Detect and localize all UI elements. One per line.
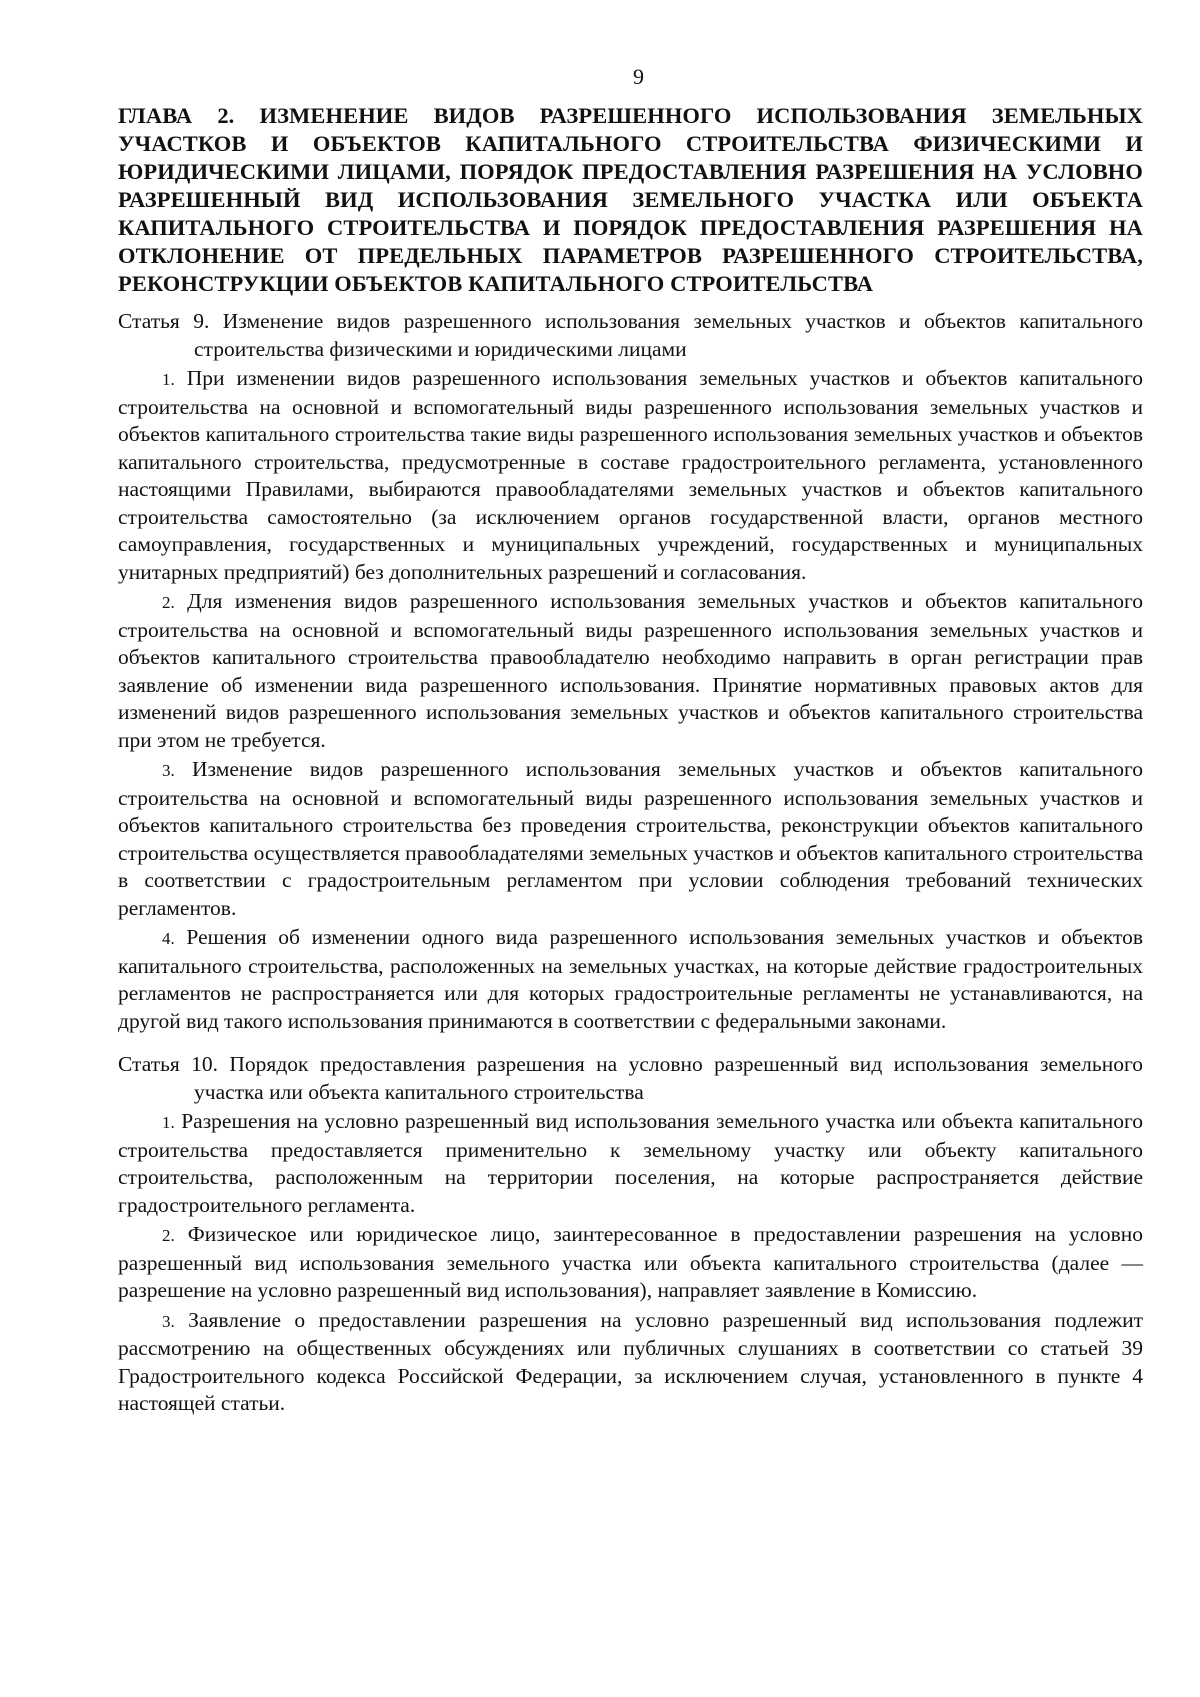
article-paragraph xyxy=(118,924,1143,1035)
paragraph-number: 2. xyxy=(162,593,175,612)
paragraph-number: 4. xyxy=(162,929,175,948)
article-9 xyxy=(118,308,1143,1035)
paragraph-text: Изменение видов разрешенного использования земельных участков и объектов капитального строительства на основной и вспомогательный виды разрешенного использования земельных участков и объектов капитального строительства без проведения строительства, реконструкции объектов капитального строительства осуществляется правообладателями земельных участков и объектов капитального строительства в соответствии с градостроительным регламентом при условии соблюдения требований технических регламентов. xyxy=(118,757,1143,920)
article-paragraph xyxy=(118,588,1143,754)
paragraph-text: Заявление о предоставлении разрешения на условно разрешенный вид использования подлежит рассмотрению на общественных обсуждениях или публичных слушаниях в соответствии со статьей 39 Градостроительного кодекса Российской Федерации, за исключением случая, установленного в пункте 4 настоящей статьи. xyxy=(118,1307,1144,1415)
paragraph-text: Физическое или юридическое лицо, заинтересованное в предоставлении разрешения на условно разрешенный вид использования земельного участка или объекта капитального строительства (далее — разрешение на условно разрешенный вид использования), направляет заявление в Комиссию. xyxy=(118,1222,1144,1302)
article-heading: Статья 9. Изменение видов разрешенного использования земельных участков и объектов капитального строительства физическими и юридическими лицами xyxy=(118,309,1143,361)
page-number: 9 xyxy=(633,64,644,89)
paragraph-number: 3. xyxy=(162,761,175,780)
paragraph-number: 3. xyxy=(162,1311,175,1331)
chapter-title: ГЛАВА 2. ИЗМЕНЕНИЕ ВИДОВ РАЗРЕШЕННОГО ИСПОЛЬЗОВАНИЯ ЗЕМЕЛЬНЫХ УЧАСТКОВ И ОБЪЕКТОВ КАПИТАЛЬНОГО СТРОИТЕЛЬСТВА ФИЗИЧЕСКИМИ И ЮРИДИЧЕСКИМИ ЛИЦАМИ, ПОРЯДОК ПРЕДОСТАВЛЕНИЯ РАЗРЕШЕНИЯ НА УСЛОВНО РАЗРЕШЕННЫЙ ВИД ИСПОЛЬЗОВАНИЯ ЗЕМЕЛЬНОГО УЧАСТКА ИЛИ ОБЪЕКТА КАПИТАЛЬНОГО СТРОИТЕЛЬСТВА И ПОРЯДОК ПРЕДОСТАВЛЕНИЯ РАЗРЕШЕНИЯ НА ОТКЛОНЕНИЕ ОТ ПРЕДЕЛЬНЫХ ПАРАМЕТРОВ РАЗРЕШЕННОГО СТРОИТЕЛЬСТВА, РЕКОНСТРУКЦИИ ОБЪЕКТОВ КАПИТАЛЬНОГО СТРОИТЕЛЬСТВА xyxy=(118,103,1143,296)
article-paragraph xyxy=(118,756,1143,922)
document-page xyxy=(118,64,1143,1420)
article-paragraph xyxy=(118,1108,1143,1219)
paragraph-number: 1. xyxy=(162,1113,175,1132)
article-paragraph xyxy=(118,1221,1143,1305)
article-paragraph xyxy=(118,1307,1143,1418)
paragraph-text: Для изменения видов разрешенного использования земельных участков и объектов капитального строительства на основной и вспомогательный виды разрешенного использования земельных участков и объектов капитального строительства правообладателю необходимо направить в орган регистрации прав заявление об изменении вида разрешенного использования. Принятие нормативных правовых актов для изменений видов разрешенного использования земельных участков и объектов капитального строительства при этом не требуется. xyxy=(118,589,1143,752)
article-10 xyxy=(118,1051,1143,1418)
paragraph-text: Решения об изменении одного вида разрешенного использования земельных участков и объектов капитального строительства, расположенных на земельных участках, на которые действие градостроительных регламентов не распространяется или для которых градостроительные регламенты не устанавливаются, на другой вид такого использования принимаются в соответствии с федеральными законами. xyxy=(118,925,1144,1033)
paragraph-number: 1. xyxy=(162,370,175,389)
paragraph-number: 2. xyxy=(162,1226,175,1245)
article-heading: Статья 10. Порядок предоставления разрешения на условно разрешенный вид использования земельного участка или объекта капитального строительства xyxy=(118,1052,1143,1104)
paragraph-text: Разрешения на условно разрешенный вид использования земельного участка или объекта капитального строительства предоставляется применительно к земельному участку или объекту капитального строительства, расположенным на территории поселения, на которые распространяется действие градостроительного регламента. xyxy=(118,1109,1144,1217)
paragraph-text: При изменении видов разрешенного использования земельных участков и объектов капитального строительства на основной и вспомогательный виды разрешенного использования земельных участков и объектов капитального строительства такие виды разрешенного использования земельных участков и объектов капитального строительства, предусмотренные в составе градостроительного регламента, установленного настоящими Правилами, выбираются правообладателями земельных участков и объектов капитального строительства самостоятельно (за исключением органов государственной власти, органов местного самоуправления, государственных и муниципальных учреждений, государственных и муниципальных унитарных предприятий) без дополнительных разрешений и согласования. xyxy=(118,366,1144,584)
article-paragraph xyxy=(118,365,1143,586)
